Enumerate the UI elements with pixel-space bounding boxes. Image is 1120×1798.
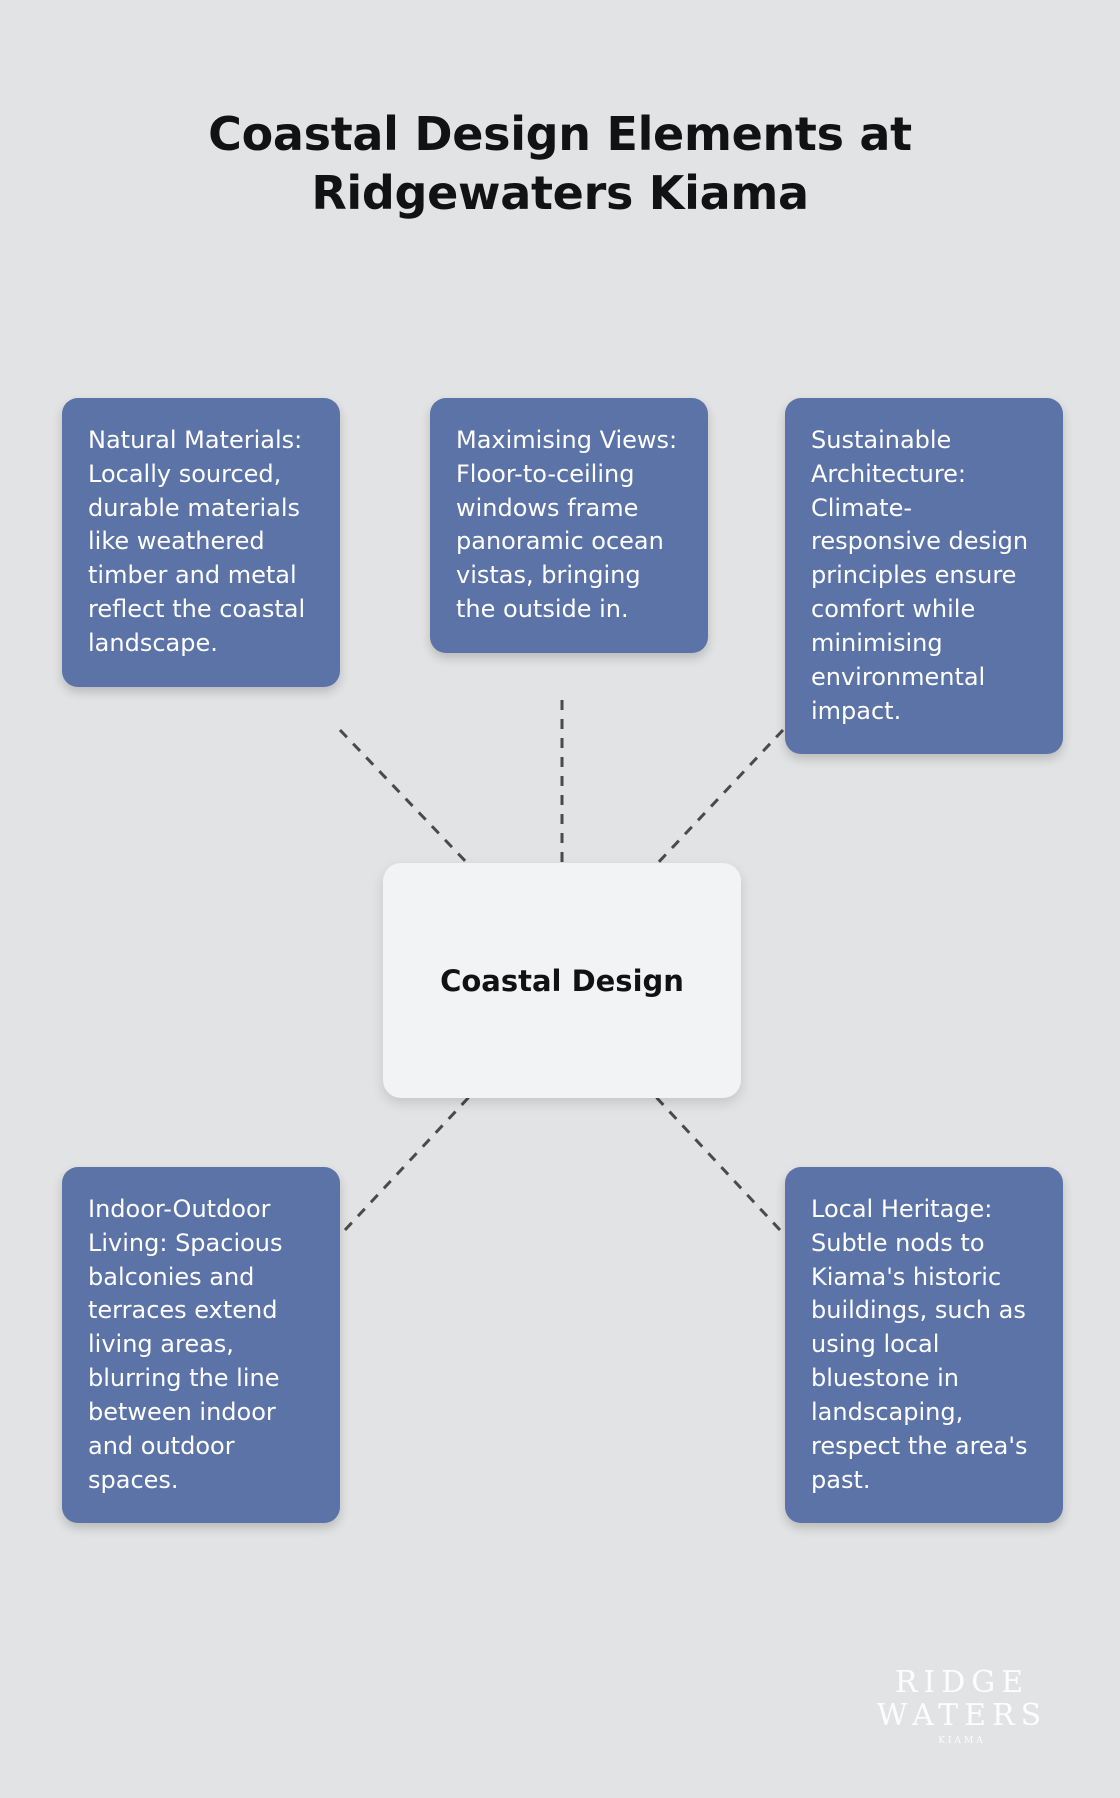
node-natural-materials[interactable] xyxy=(62,398,340,687)
node-local-heritage[interactable] xyxy=(785,1167,1063,1523)
connector-natural-materials xyxy=(340,730,470,866)
center-node-label: Coastal Design xyxy=(440,963,684,998)
brand-logo-line-3: KIAMA xyxy=(938,1736,986,1746)
connector-indoor-outdoor-living xyxy=(345,1096,470,1230)
center-node-coastal-design[interactable] xyxy=(383,863,741,1098)
node-text: Sustainable Architecture: Climate-responsive design principles ensure comfort while minimising environmental impact. xyxy=(811,426,1029,725)
page-title xyxy=(0,105,1120,223)
brand-logo-line-2: WATERS xyxy=(876,1697,1048,1733)
node-text: Maximising Views: Floor-to-ceiling windows frame panoramic ocean vistas, bringing the outside in. xyxy=(456,426,678,624)
node-maximising-views[interactable] xyxy=(430,398,708,653)
brand-logo-line-1: RIDGE xyxy=(894,1665,1030,1700)
node-text: Indoor-Outdoor Living: Spacious balconies and terraces extend living areas, blurring the line between indoor and outdoor spaces. xyxy=(88,1195,283,1494)
connector-sustainable-architecture xyxy=(655,730,783,866)
node-sustainable-architecture[interactable] xyxy=(785,398,1063,754)
node-text: Local Heritage: Subtle nods to Kiama's historic buildings, such as using local bluestone in landscaping, respect the area's past. xyxy=(811,1195,1028,1494)
brand-logo xyxy=(862,1667,1062,1746)
page-title-line-2: Ridgewaters Kiama xyxy=(311,165,809,220)
node-indoor-outdoor-living[interactable] xyxy=(62,1167,340,1523)
page-title-line-1: Coastal Design Elements at xyxy=(208,107,912,161)
node-text: Natural Materials: Locally sourced, durable materials like weathered timber and metal reflect the coastal landscape. xyxy=(88,426,306,657)
connector-local-heritage xyxy=(655,1096,780,1230)
